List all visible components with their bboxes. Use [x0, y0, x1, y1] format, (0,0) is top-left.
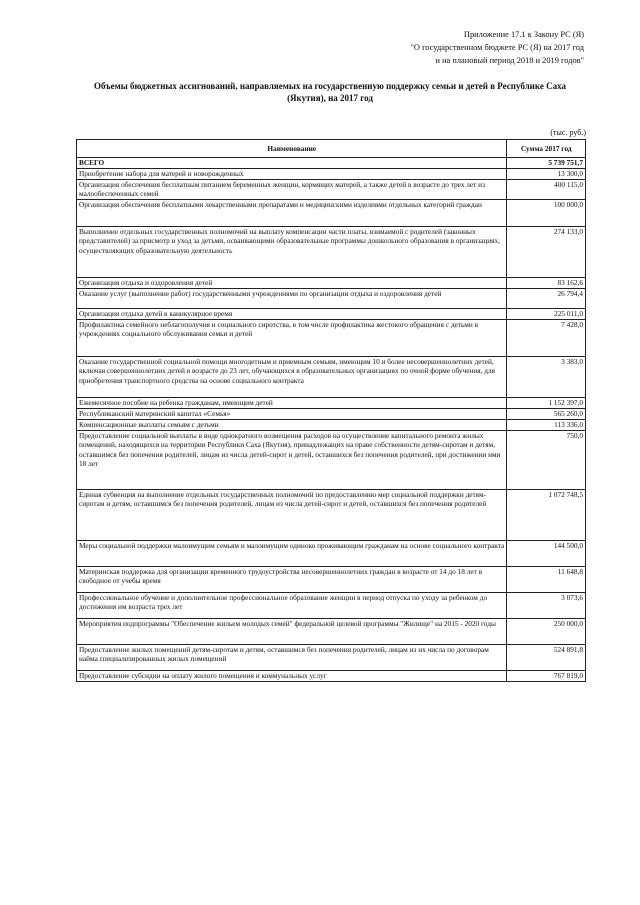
table-row	[77, 420, 586, 431]
column-header-amount: Сумма 2017 год	[507, 140, 586, 158]
row-name: Материнская поддержка для организации временного трудоустройства несовершеннолетних граждан в возрасте от 14 до 18 лет в свободное от учебы время	[77, 567, 507, 593]
table-header-row	[77, 140, 586, 158]
row-amount: 3 073,6	[507, 593, 586, 619]
table-row	[77, 541, 586, 567]
row-name: Республиканский материнский капитал «Семья»	[77, 409, 507, 420]
row-name: ВСЕГО	[77, 158, 507, 169]
table-body	[77, 158, 586, 682]
row-name: Профессиональное обучение и дополнительное профессиональное образование женщин в период отпуска по уходу за ребенком до достижения им возраста трех лет	[77, 593, 507, 619]
table-row	[77, 227, 586, 278]
appendix-reference	[284, 28, 584, 67]
table-row	[77, 431, 586, 490]
table-row	[77, 645, 586, 671]
table-row	[77, 593, 586, 619]
row-amount: 13 300,0	[507, 169, 586, 180]
table-row	[77, 490, 586, 541]
row-name: Меры социальной поддержки малоимущим семьям и малоимущим одиноко проживающим гражданам на основе социального контракта	[77, 541, 507, 567]
row-name: Выполнение отдельных государственных полномочий на выплату компенсации части платы, взимаемой с родителей (законных представителей) за присмотр и уход за детьми, осваивающими образовательные программы дошкольного образования в организациях, осуществляющих образовательную деятельность	[77, 227, 507, 278]
row-name: Организация обеспечения бесплатными лекарственными препаратами и медицинскими изделиями отдельных категорий граждан	[77, 200, 507, 227]
table-row	[77, 671, 586, 682]
appendix-line-2: "О государственном бюджете РС (Я) на 2017 год	[410, 43, 584, 52]
row-amount: 274 133,0	[507, 227, 586, 278]
row-amount: 7 428,0	[507, 320, 586, 357]
row-amount: 100 000,0	[507, 200, 586, 227]
row-amount: 113 336,0	[507, 420, 586, 431]
appendix-line-1: Приложение 17.1 к Закону РС (Я)	[463, 30, 584, 39]
row-amount: 565 260,0	[507, 409, 586, 420]
row-name: Оказание услуг (выполнение работ) государственными учреждениями по организации отдыха и оздоровления детей	[77, 289, 507, 309]
table-row	[77, 169, 586, 180]
table-row	[77, 619, 586, 645]
row-name: Оказание государственной социальной помощи многодетным и приемным семьям, имеющим 10 и более несовершеннолетних детей, включая совершеннолетних детей в возрасте до 23 лет, обучающихся в образовательных организациях по очной форме обучения, для приобретения транспортного средства на основе социального контракта	[77, 357, 507, 398]
row-amount: 11 648,8	[507, 567, 586, 593]
row-amount: 3 383,0	[507, 357, 586, 398]
budget-table	[76, 139, 586, 682]
row-name: Мероприятия подпрограммы "Обеспечение жильем молодых семей" федеральной целевой программы "Жилище" на 2015 - 2020 годы	[77, 619, 507, 645]
row-amount: 750,0	[507, 431, 586, 490]
row-name: Предоставление жилых помещений детям-сиротам и детям, оставшимся без попечения родителей, лицам из их числа по договорам найма специализированных жилых помещений	[77, 645, 507, 671]
table-row	[77, 158, 586, 169]
row-name: Организация отдыха и оздоровления детей	[77, 278, 507, 289]
row-name: Предоставление социальной выплаты в виде однократного возмещения расходов на осуществление капитального ремонта жилых помещений, находящихся на территории Республики Саха (Якутия), принадлежащих на праве собственности детям-сиротам и детям, оставшимся без попечения родителей, лицам из числа детей-сирот и детей, оставшихся без попечения родителей, при достижении ими 18 лет	[77, 431, 507, 490]
row-amount: 144 500,0	[507, 541, 586, 567]
row-amount: 767 819,0	[507, 671, 586, 682]
row-name: Организация отдыха детей в каникулярное время	[77, 309, 507, 320]
table-row	[77, 289, 586, 309]
table-row	[77, 309, 586, 320]
row-amount: 225 011,0	[507, 309, 586, 320]
row-name: Профилактика семейного неблагополучия и социального сиротства, в том числе профилактика жестокого обращения с детьми в учреждениях социального обслуживания семьи и детей	[77, 320, 507, 357]
table-row	[77, 320, 586, 357]
table-row	[77, 180, 586, 200]
table-row	[77, 200, 586, 227]
row-name: Ежемесячное пособие на ребенка гражданам, имеющим детей	[77, 398, 507, 409]
row-amount: 524 891,8	[507, 645, 586, 671]
document-title: Объемы бюджетных ассигнований, направляемых на государственную поддержку семьи и детей в Республике Саха (Якутия), на 2017 год	[94, 81, 566, 103]
column-header-name: Наименование	[77, 140, 507, 158]
row-name: Компенсационные выплаты семьям с детьми	[77, 420, 507, 431]
row-amount: 400 115,0	[507, 180, 586, 200]
row-amount: 1 152 397,0	[507, 398, 586, 409]
row-name: Организация обеспечения бесплатным питанием беременных женщин, кормящих матерей, а также детей в возрасте до трех лет из малообеспеченных семей	[77, 180, 507, 200]
row-amount: 83 162,6	[507, 278, 586, 289]
table-row	[77, 409, 586, 420]
units-note: (тыс. руб.)	[550, 128, 586, 137]
row-amount: 1 072 748,5	[507, 490, 586, 541]
appendix-line-3: и на плановый период 2018 и 2019 годов"	[435, 56, 584, 65]
table-row	[77, 278, 586, 289]
row-amount: 250 000,0	[507, 619, 586, 645]
table-row	[77, 357, 586, 398]
row-name: Приобретение набора для матерей и новорожденных	[77, 169, 507, 180]
row-amount: 5 739 751,7	[507, 158, 586, 169]
row-name: Предоставление субсидии на оплату жилого помещения и коммунальных услуг	[77, 671, 507, 682]
row-amount: 26 794,4	[507, 289, 586, 309]
row-name: Единая субвенция на выполнение отдельных государственных полномочий по предоставлению мер социальной поддержки детям-сиротам и детям, оставшимся без попечения родителей, лицам из числа детей-сирот и детей, оставшихся без попечения родителей	[77, 490, 507, 541]
table-row	[77, 398, 586, 409]
table-row	[77, 567, 586, 593]
